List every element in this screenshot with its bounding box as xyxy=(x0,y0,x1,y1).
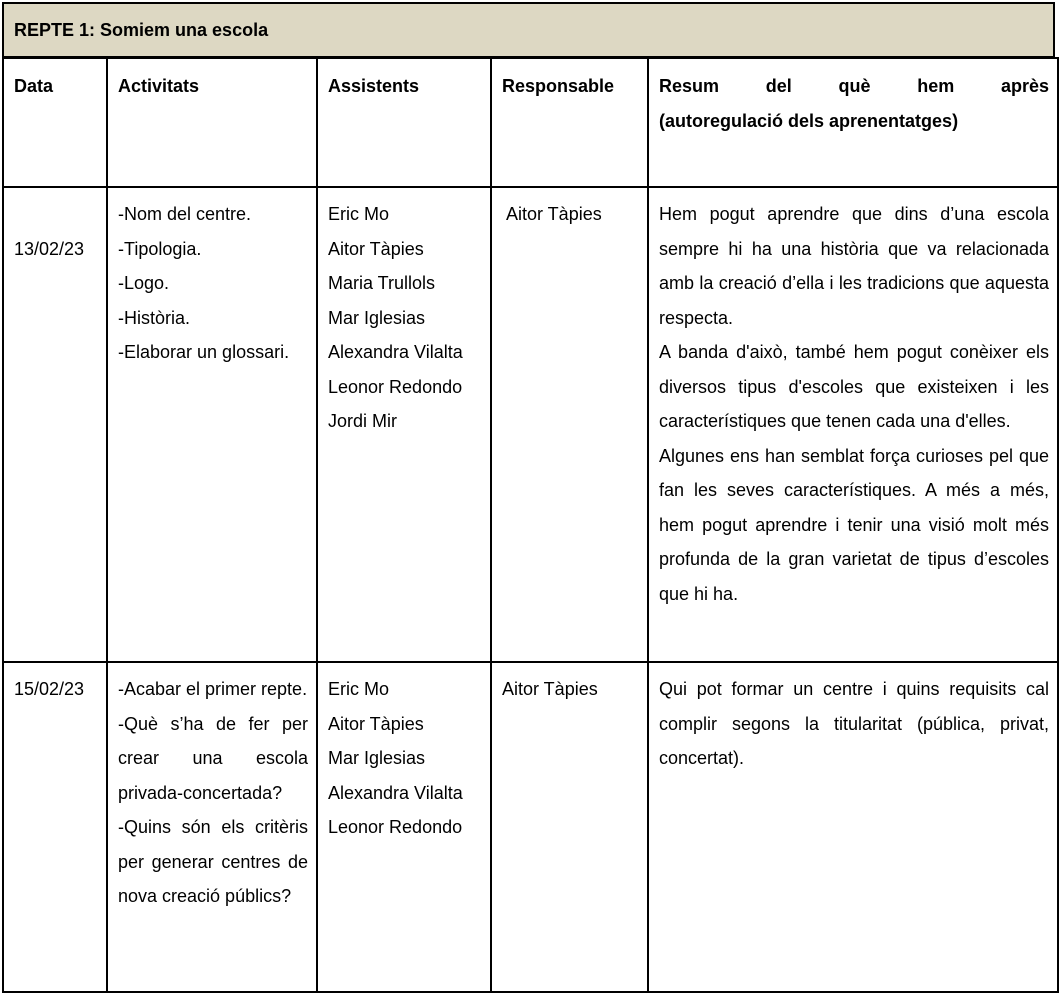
attendee-name: Aitor Tàpies xyxy=(328,713,424,734)
date-cell: 13/02/23 xyxy=(3,187,107,662)
responsible-name: Aitor Tàpies xyxy=(502,679,598,699)
activities-cell xyxy=(107,662,317,992)
activities-cell xyxy=(107,187,317,662)
activity-item: -Història. xyxy=(118,307,191,328)
attendee-name: Maria Trullols xyxy=(328,273,436,293)
attendee-name: Aitor Tàpies xyxy=(328,238,424,259)
attendee-name: Mar Iglesias xyxy=(328,748,426,768)
header-summary-line1: Resum del què hem après xyxy=(659,76,1049,96)
attendee-name: Eric Mo xyxy=(328,679,390,699)
attendees-cell xyxy=(317,187,491,662)
activity-log-table xyxy=(2,57,1059,993)
header-responsible: Responsable xyxy=(491,58,648,187)
attendees-cell xyxy=(317,662,491,992)
summary-cell xyxy=(648,662,1058,992)
attendee-name: Mar Iglesias xyxy=(328,307,426,328)
attendee-name: Alexandra Vilalta xyxy=(328,342,463,362)
table-row xyxy=(3,662,1058,992)
responsible-name: Aitor Tàpies xyxy=(506,204,602,224)
table-header-row xyxy=(3,58,1058,187)
challenge-title: REPTE 1: Somiem una escola xyxy=(2,2,1055,58)
header-date: Data xyxy=(3,58,107,187)
activity-item: -Elaborar un glossari. xyxy=(118,342,290,362)
header-attendees: Assistents xyxy=(317,58,491,187)
attendee-name: Leonor Redondo xyxy=(328,817,463,837)
header-activities: Activitats xyxy=(107,58,317,187)
summary-paragraph: A banda d'això, també hem pogut conèixer els diversos tipus d'escoles que existeixen i les característiques que tenen cada una d'elles. xyxy=(659,342,1049,431)
summary-paragraph: Hem pogut aprendre que dins d’una escola sempre hi ha una història que va relacionada amb la creació d’ella i les tradicions que aquesta respecta. xyxy=(659,204,1049,328)
activity-item: -Tipologia. xyxy=(118,238,202,259)
date-cell: 15/02/23 xyxy=(3,662,107,992)
header-summary xyxy=(648,58,1058,187)
attendee-name: Leonor Redondo xyxy=(328,376,463,397)
responsible-cell xyxy=(491,187,648,662)
activity-item: -Acabar el primer repte. xyxy=(118,679,308,699)
summary-cell xyxy=(648,187,1058,662)
attendee-name: Jordi Mir xyxy=(328,411,398,431)
activity-item: -Quins són els critèris per generar centres de nova creació públics? xyxy=(118,817,308,906)
activity-item: -Què s’ha de fer per crear una escola privada-concertada? xyxy=(118,713,308,803)
attendee-name: Eric Mo xyxy=(328,204,390,224)
activity-item: -Logo. xyxy=(118,273,170,293)
table-row xyxy=(3,187,1058,662)
summary-paragraph: Algunes ens han semblat força curioses pel que fan les seves característiques. A més a més, hem pogut aprendre i tenir una visió molt més profunda de la gran varietat de tipus d’escoles que hi ha. xyxy=(659,445,1049,604)
responsible-cell xyxy=(491,662,648,992)
activity-item: -Nom del centre. xyxy=(118,204,252,224)
header-summary-line2: (autoregulació dels aprenentatges) xyxy=(659,110,959,131)
attendee-name: Alexandra Vilalta xyxy=(328,782,463,803)
summary-paragraph: Qui pot formar un centre i quins requisits cal complir segons la titularitat (pública, privat, concertat). xyxy=(659,679,1049,768)
